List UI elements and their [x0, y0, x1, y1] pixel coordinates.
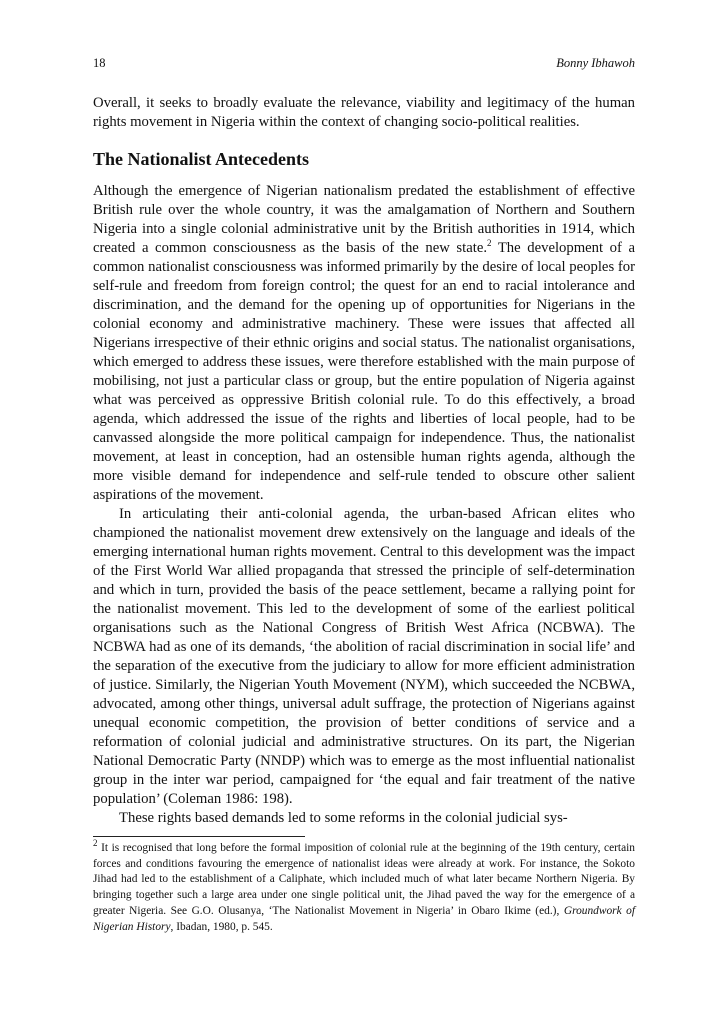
footnote-book-title: Groundwork of Nigerian History [93, 904, 636, 933]
footnote [93, 838, 636, 935]
paragraph-text: Although the emergence of Nigerian nationalism predated the establishment of effective British rule over the whole country, it was the amalgamation of Northern and Southern Nigeria into a single colonial administrative unit by the British authorities in 1914, which created a common consciousness as the basis of the new state. [93, 183, 635, 256]
footnote-number: 2 [93, 838, 98, 849]
footnote-reference[interactable]: 2 [487, 238, 492, 249]
footnote-divider [93, 836, 305, 837]
footnote-text: It is recognised that long before the formal imposition of colonial rule at the beginning of the 19th century, certain forces and conditions favouring the emergence of nationalist ideas were already at work. For instance, the Sokoto Jihad had led to the establishment of a Caliphate, which included much of what later became Northern Nigeria. By bringing together such a large area under one single political unit, the Jihad paved the way for the emergence of a greater Nigeria. See G.O. Olusanya, ‘The Nationalist Movement in Nigeria’ in Obaro Ikime (ed.), [93, 842, 635, 917]
running-header [93, 56, 635, 71]
body-paragraph-2: In articulating their anti-colonial agenda, the urban-based African elites who championed the nationalist movement drew extensively on the language and ideals of the emerging international human rights movement. Central to this development was the impact of the First World War allied propaganda that stressed the principle of self-determination and which in turn, provided the basis of the peace settlement, became a rallying point for the nationalist movement. This led to the development of some of the earliest political organisations such as the National Congress of British West Africa (NCBWA). The NCBWA had as one of its demands, ‘the abolition of racial discrimination in social life’ and the separation of the executive from the judiciary to allow for more efficient administration of justice. Similarly, the Nigerian Youth Movement (NYM), which succeeded the NCBWA, advocated, among other things, universal adult suffrage, the protection of Nigerians against unequal economic competition, the provision of better conditions of service and a reformation of colonial judicial and administrative structures. On its part, the Nigerian National Democratic Party (NNDP) which was to emerge as the most influential nationalist group in the inter war period, campaigned for ‘the equal and fair treatment of the native population’ (Coleman 1986: 198). [93, 506, 635, 807]
page-number: 18 [93, 56, 106, 70]
body-paragraph-1 [93, 182, 635, 505]
paragraph-text: The development of a common nationalist consciousness was informed primarily by the desire of local peoples for self-rule and freedom from foreign control; the quest for an end to racial intolerance and discrimination, and the demand for the opening up of opportunities for Nigerians in the colonial economy and administrative machinery. These were issues that affected all Nigerians irrespective of their ethnic origins and social status. The nationalist organisations, which emerged to address these issues, were therefore established with the main purpose of mobilising, not just a particular class or group, but the entire population of Nigeria against what was perceived as oppressive British colonial rule. To do this effectively, a broad agenda, which addressed the issue of the rights and liberties of local people, had to be canvassed alongside the more political campaign for independence. Thus, the nationalist movement, at least in conception, had an ostensible human rights agenda, although the more visible demand for independence and self-rule tended to obscure other salient aspirations of the movement. [93, 240, 635, 503]
footnote-tail: , Ibadan, 1980, p. 545. [170, 920, 273, 933]
intro-paragraph: Overall, it seeks to broadly evaluate the relevance, viability and legitimacy of the human rights movement in Nigeria within the context of changing socio-political realities. [93, 95, 635, 130]
page-body [93, 94, 635, 935]
running-author: Bonny Ibhawoh [556, 56, 635, 70]
section-heading: The Nationalist Antecedents [93, 149, 309, 169]
body-paragraph-3: These rights based demands led to some reforms in the colonial judicial sys- [119, 810, 568, 826]
